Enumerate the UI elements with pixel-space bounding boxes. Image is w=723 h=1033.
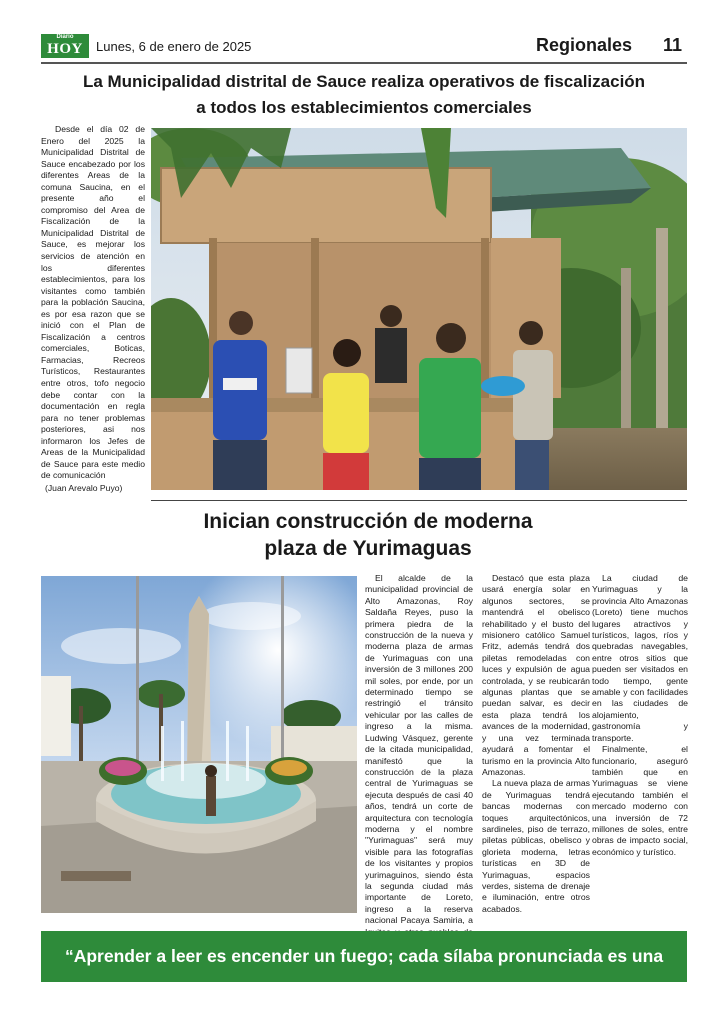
article2-headline-line1: Inician construcción de moderna	[203, 510, 533, 533]
logo-small-text: Diario	[56, 34, 74, 40]
article2-photo	[41, 576, 357, 913]
article2-paragraph-5: Finalmente, el funcionario, aseguró también que en Yurimaguas se viene ejecutando también el mercado moderno con una inversión de 72 millones de soles, entre obras de impacto social, económico y turístico.	[592, 744, 688, 857]
article2-paragraph-4: La ciudad de Yurimaguas y la provincia Alto Amazonas (Loreto) tiene muchos lugares atractivos y turísticos, lagos, ríos y quebradas navegables, entre otros sitios que pueden ser visitados en todo tiempo, gente amable y con facilidades en las ciudades de alojamiento, gastronomía y transporte.	[592, 573, 688, 743]
article1-headline-line1: La Municipalidad distrital de Sauce realiza operativos de fiscalización	[82, 72, 646, 91]
quote-banner	[41, 931, 687, 1017]
plaza-rendering-illustration	[41, 576, 357, 913]
kiosk-photo-illustration	[151, 128, 687, 490]
article1-credit: (Juan Arevalo Puyo)	[45, 482, 123, 493]
issue-date: Lunes, 6 de enero de 2025	[96, 39, 252, 54]
section-title: Regionales	[536, 35, 633, 55]
article1-body	[41, 124, 145, 495]
page-number: 11	[663, 35, 683, 55]
article2-headline-line2: plaza de Yurimaguas	[264, 537, 472, 560]
article1-headline-line2: a todos los establecimientos comerciales	[196, 98, 532, 117]
article2-paragraph-2: Destacó que esta plaza usará energía solar en algunos sectores, se mantendrá el obelisco rehabilitado y el busto del misionero católico Samuel Fritz, además tendrá dos piletas remodeladas con luces y expulsión de agua controlada, y se reubicarán algunas plantas que se puedan salvar, es decir esta plaza tendrá los avances de la modernidad, y una vez terminada ayudará a fomentar el turismo en la provincia Alto Amazonas.	[482, 573, 590, 777]
article2-column-1	[365, 573, 473, 949]
logo-big-text: HOY	[47, 41, 83, 57]
header-divider	[41, 62, 687, 64]
article2-paragraph-3: La nueva plaza de armas de Yurimaguas tendrá bancas modernas con toques arquitectónicos, sardineles, piso de terrazo, piletas públicas, obelisco y glorieta moderna, letras turísticas en 3D de Yurimaguas, espacios verdes, sistema de drenaje e iluminación, entre otros acabados.	[482, 778, 590, 914]
newspaper-logo	[41, 34, 89, 58]
article2-paragraph-1: El alcalde de la municipalidad provincial de Alto Amazonas, Roy Saldaña Reyes, puso la primera piedra de la construcción de la nueva y moderna plaza de armas de Yurimaguas con una inversión de 3 millones 200 mil soles, por ende, por un determinado tiempo se restringió el tránsito vehicular por las calles de ingreso a la misma. Ludwing Vásquez, gerente de la citada municipalidad, manifestó que la construcción de la plaza central de Yurimaguas se ejecuta después de casi 40 años, tendrá un corte de arquitectura con tecnología moderna y el nombre "Yurimaguas" será muy visible para las fotografías de los visitantes y propios yurimaguinos, siendo ésta la segunda ciudad más importante de Loreto, ingreso a la reserva nacional Pacaya Samiria, a	[365, 573, 473, 926]
article1-headline	[41, 69, 687, 121]
article1-photo	[151, 128, 687, 490]
article2-headline	[150, 508, 586, 562]
quote-text: “Aprender a leer es encender un fuego; cada sílaba pronunciada es una chispa”.	[64, 946, 664, 1017]
article2-column-3	[592, 573, 688, 858]
article-divider	[151, 500, 687, 501]
article2-column-2	[482, 573, 590, 915]
article1-paragraph: Desde el día 02 de Enero del 2025 la Municipalidad Distrital de Sauce encabezado por los diferentes Areas de la comuna Saucina, en el presente año el compromiso del Area de Fiscalización de la Municipalidad Distrital de Sauce, es mejorar los servicios de atención en los diferentes establecimientos, para los visitantes como también para la población Saucina, es por esa razon que se inició con el Plan de Fiscalización a centros comerciales, Boticas, Farmacias, Recreos Turísticos, Restaurantes entre otros, tofo negocio debe contar con la documentación en regla para no tener problemas posteriores, asi nos informaron los Jefes de Areas de la Municipalidad de Sauce para este medio de comunicación	[41, 124, 145, 481]
